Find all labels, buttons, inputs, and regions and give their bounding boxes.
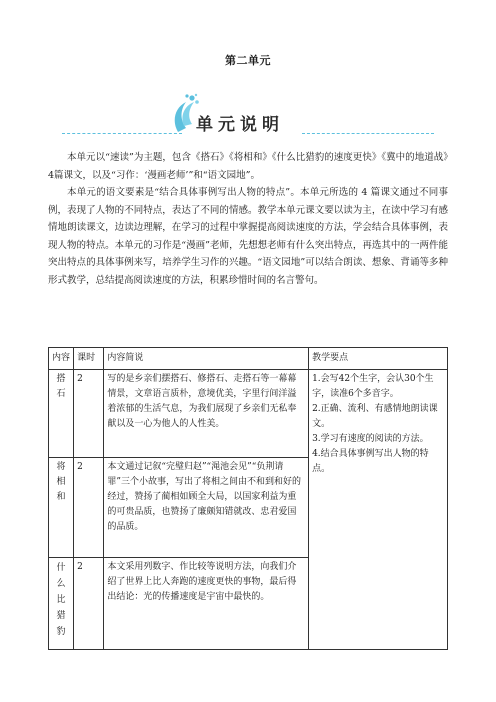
table-header-row — [49, 348, 448, 370]
key-point: 1.会写42个生字，会认30个生字，读准6个多音字。 — [312, 374, 434, 399]
lesson-hours: 2 — [74, 370, 104, 458]
key-point: 2.正确、流利、有感情地朗读课文。 — [312, 404, 438, 429]
lesson-summary: 本文采用列数字、作比较等说明方法，向我们介绍了世界上比人奔跑的速度更快的事物，最后得出结论：光的传播速度是宇宙中最快的。 — [104, 558, 309, 650]
unit-description-banner — [62, 92, 434, 142]
lesson-hours: 2 — [74, 558, 104, 650]
table-row — [49, 370, 448, 458]
header-key-points: 教学要点 — [309, 348, 448, 370]
lesson-name: 什 么 比 猎 豹 — [49, 558, 74, 650]
key-point: 3.学习有速度的阅读的方法。 — [312, 434, 429, 444]
unit-content-table — [48, 347, 448, 650]
lesson-summary: 本文通过记叙“完璧归赵”“渑池会见”“负荆请罪”三个小故事，写出了将相之间由不和到和好的经过，赞扬了蔺相如顾全大局，以国家利益为重的可贵品质，也赞扬了廉颇知错就改、忠君爱国的品质。 — [104, 458, 309, 558]
header-summary: 内容简说 — [104, 348, 309, 370]
banner-divider-right — [302, 133, 434, 134]
lesson-hours: 2 — [74, 458, 104, 558]
lesson-summary: 写的是乡亲们摆搭石、修搭石、走搭石等一幕幕情景，文章语言质朴，意境优美，字里行间洋溢着浓郁的生活气息，为我们展现了乡亲们无私奉献以及一心为他人的人性美。 — [104, 370, 309, 458]
header-hours: 课时 — [74, 348, 104, 370]
key-point: 4.结合具体事例写出人物的特点。 — [312, 449, 429, 474]
intro-paragraph-2: 本单元的语文要素是“结合具体事例写出人物的特点”。本单元所选的 4 篇课文通过不同事例，表现了人物的不同特点，表达了不同的情感。教学本单元课文要以读为主，在读中学习有感情地朗读课文，边读边理解，在学习的过程中掌握提高阅读速度的方法，学会结合具体事例，表现人物的特点。本单元的习作是“漫画”老师，先想想老师有什么突出特点，再选其中的一两件能突出特点的具体事例来写，培养学生习作的兴趣。“语文园地”可以结合朗读、想象、背诵等多种形式教学，总结提高阅读速度的方法，积累珍惜时间的名言警句。 — [48, 187, 448, 286]
lesson-name: 搭 石 — [49, 370, 74, 458]
banner-divider-left — [62, 133, 182, 134]
banner-heading: 单元说明 — [196, 115, 284, 135]
lesson-name: 将 相 和 — [49, 458, 74, 558]
intro-paragraph-1: 本单元以“速读”为主题，包含《搭石》《将相和》《什么比猎豹的速度更快》《冀中的地道战》4篇课文，以及“习作：‘漫画老师’”和“语文园地”。 — [48, 152, 448, 181]
header-content: 内容 — [49, 348, 74, 370]
page-title: 第二单元 — [225, 54, 271, 67]
key-points-cell — [309, 370, 448, 650]
